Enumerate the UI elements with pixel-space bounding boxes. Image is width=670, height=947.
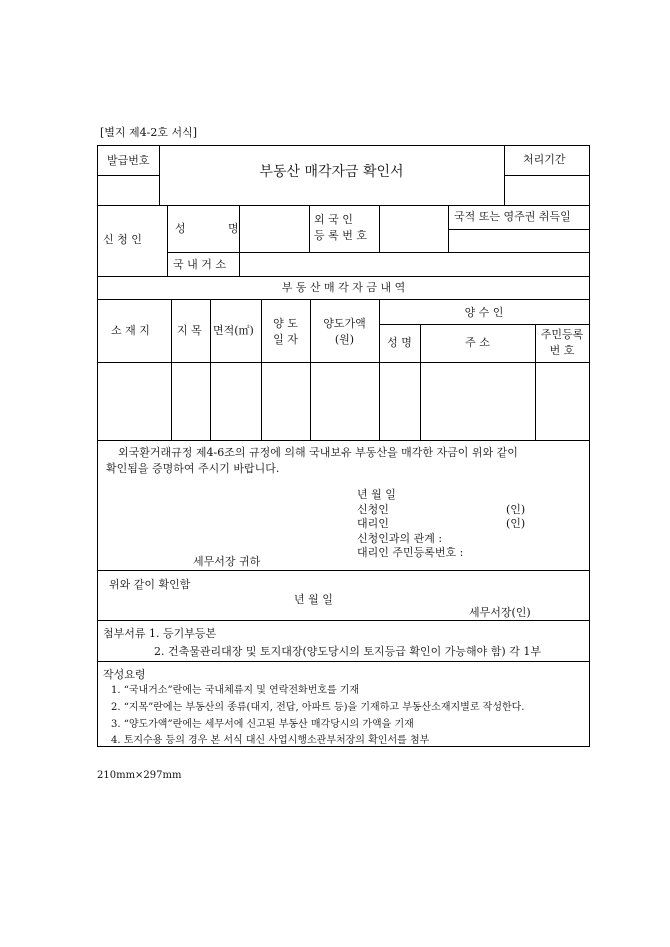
column-divider [239, 252, 240, 276]
applicant-section-label: 신 청 인 [103, 233, 142, 246]
column-transferee-name: 성 명 [387, 336, 412, 349]
column-transferee: 양 수 인 [464, 306, 504, 319]
domestic-address-label: 국 내 거 소 [173, 258, 226, 271]
request-date: 년 월 일 [357, 488, 396, 501]
name-label-part2: 명 [228, 222, 239, 235]
applicant-signature-label: 신청인 [357, 503, 389, 516]
processing-period-label: 처리기간 [523, 153, 566, 166]
column-divider [239, 205, 240, 252]
row-divider [98, 276, 589, 277]
row-divider [379, 324, 589, 325]
confirmation-signer: 세무서장(인) [469, 606, 531, 619]
agent-seal: (인) [506, 517, 526, 530]
instruction-item: 2. “지목”란에는 부동산의 종류(대지, 전답, 아파트 등)을 기재하고 부동산소재지별로 작성한다. [111, 702, 525, 713]
instruction-item: 1. “국내거소”란에는 국내체류지 및 연락전화번호를 기재 [111, 685, 360, 696]
column-divider [448, 205, 449, 252]
confirmation-text: 위와 같이 확인함 [109, 578, 191, 591]
column-divider [210, 299, 211, 440]
column-transfer-price-line1: 양도가액 [323, 317, 366, 330]
name-label-part1: 성 [175, 222, 186, 235]
column-resident-no-line1: 주민등록 [540, 328, 584, 341]
row-divider [98, 570, 589, 571]
column-divider [171, 299, 172, 440]
row-divider [448, 229, 589, 230]
column-location: 소 재 지 [111, 324, 150, 337]
foreigner-reg-label-line1: 외 국 인 [314, 213, 353, 226]
foreigner-reg-label-line2: 등 록 번 호 [314, 229, 367, 242]
relation-label: 신청인과의 관계 : [357, 532, 443, 545]
confirmation-date: 년 월 일 [294, 593, 333, 606]
agent-signature-label: 대리인 [357, 517, 389, 530]
confirmation-form [97, 145, 590, 747]
column-transfer-price-line2: (원) [334, 333, 355, 346]
instruction-item: 3. “양도가액”란에는 세무서에 신고된 부동산 매각당시의 가액을 기재 [111, 719, 414, 730]
row-divider [98, 175, 159, 176]
form-title: 부동산 매각자금 확인서 [259, 164, 404, 180]
instruction-item: 4. 토지수용 등의 경우 본 서식 대신 사업시행소관부처장의 확인서를 첨부 [111, 735, 430, 746]
row-divider [98, 620, 589, 621]
issue-number-label: 발급번호 [107, 154, 150, 167]
form-number: [별지 제4-2호 서식] [100, 126, 198, 139]
row-divider [504, 175, 589, 176]
column-divider [167, 205, 168, 276]
nationality-label: 국적 또는 영주권 취득일 [454, 210, 571, 223]
column-divider [309, 205, 310, 252]
agent-resident-no-label: 대리인 주민등록번호 : [357, 546, 464, 559]
addressee: 세무서장 귀하 [193, 555, 261, 568]
column-land-category: 지 목 [177, 324, 202, 337]
column-transferee-address: 주 소 [465, 336, 490, 349]
attachment-item-2: 2. 건축물관리대장 및 토지대장(양도당시의 토지등급 확인이 가능해야 함) 각 1부 [154, 645, 541, 658]
attachments-label: 첨부서류 1. 등기부등본 [103, 627, 217, 640]
instructions-title: 작성요령 [103, 668, 146, 681]
column-transfer-date-line1: 양 도 [273, 317, 298, 330]
request-text-line1: 외국환거래규정 제4-6조의 규정에 의해 국내보유 부동산을 매각한 자금이 위와 같이 [118, 446, 518, 459]
column-area: 면적(㎡) [213, 324, 254, 337]
request-text-line2: 확인됨을 증명하여 주시기 바랍니다. [106, 462, 280, 475]
row-divider [98, 440, 589, 441]
page-size-label: 210mm×297mm [97, 770, 182, 781]
column-resident-no-line2: 번 호 [549, 344, 575, 357]
applicant-seal: (인) [506, 503, 526, 516]
row-divider [98, 205, 589, 206]
column-divider [504, 146, 505, 205]
row-divider [167, 252, 589, 253]
row-divider [98, 661, 589, 662]
details-section-title: 부 동 산 매 각 자 금 내 역 [281, 281, 406, 294]
column-divider [379, 205, 380, 252]
column-divider [379, 299, 380, 440]
column-transfer-date-line2: 일 자 [273, 333, 298, 346]
